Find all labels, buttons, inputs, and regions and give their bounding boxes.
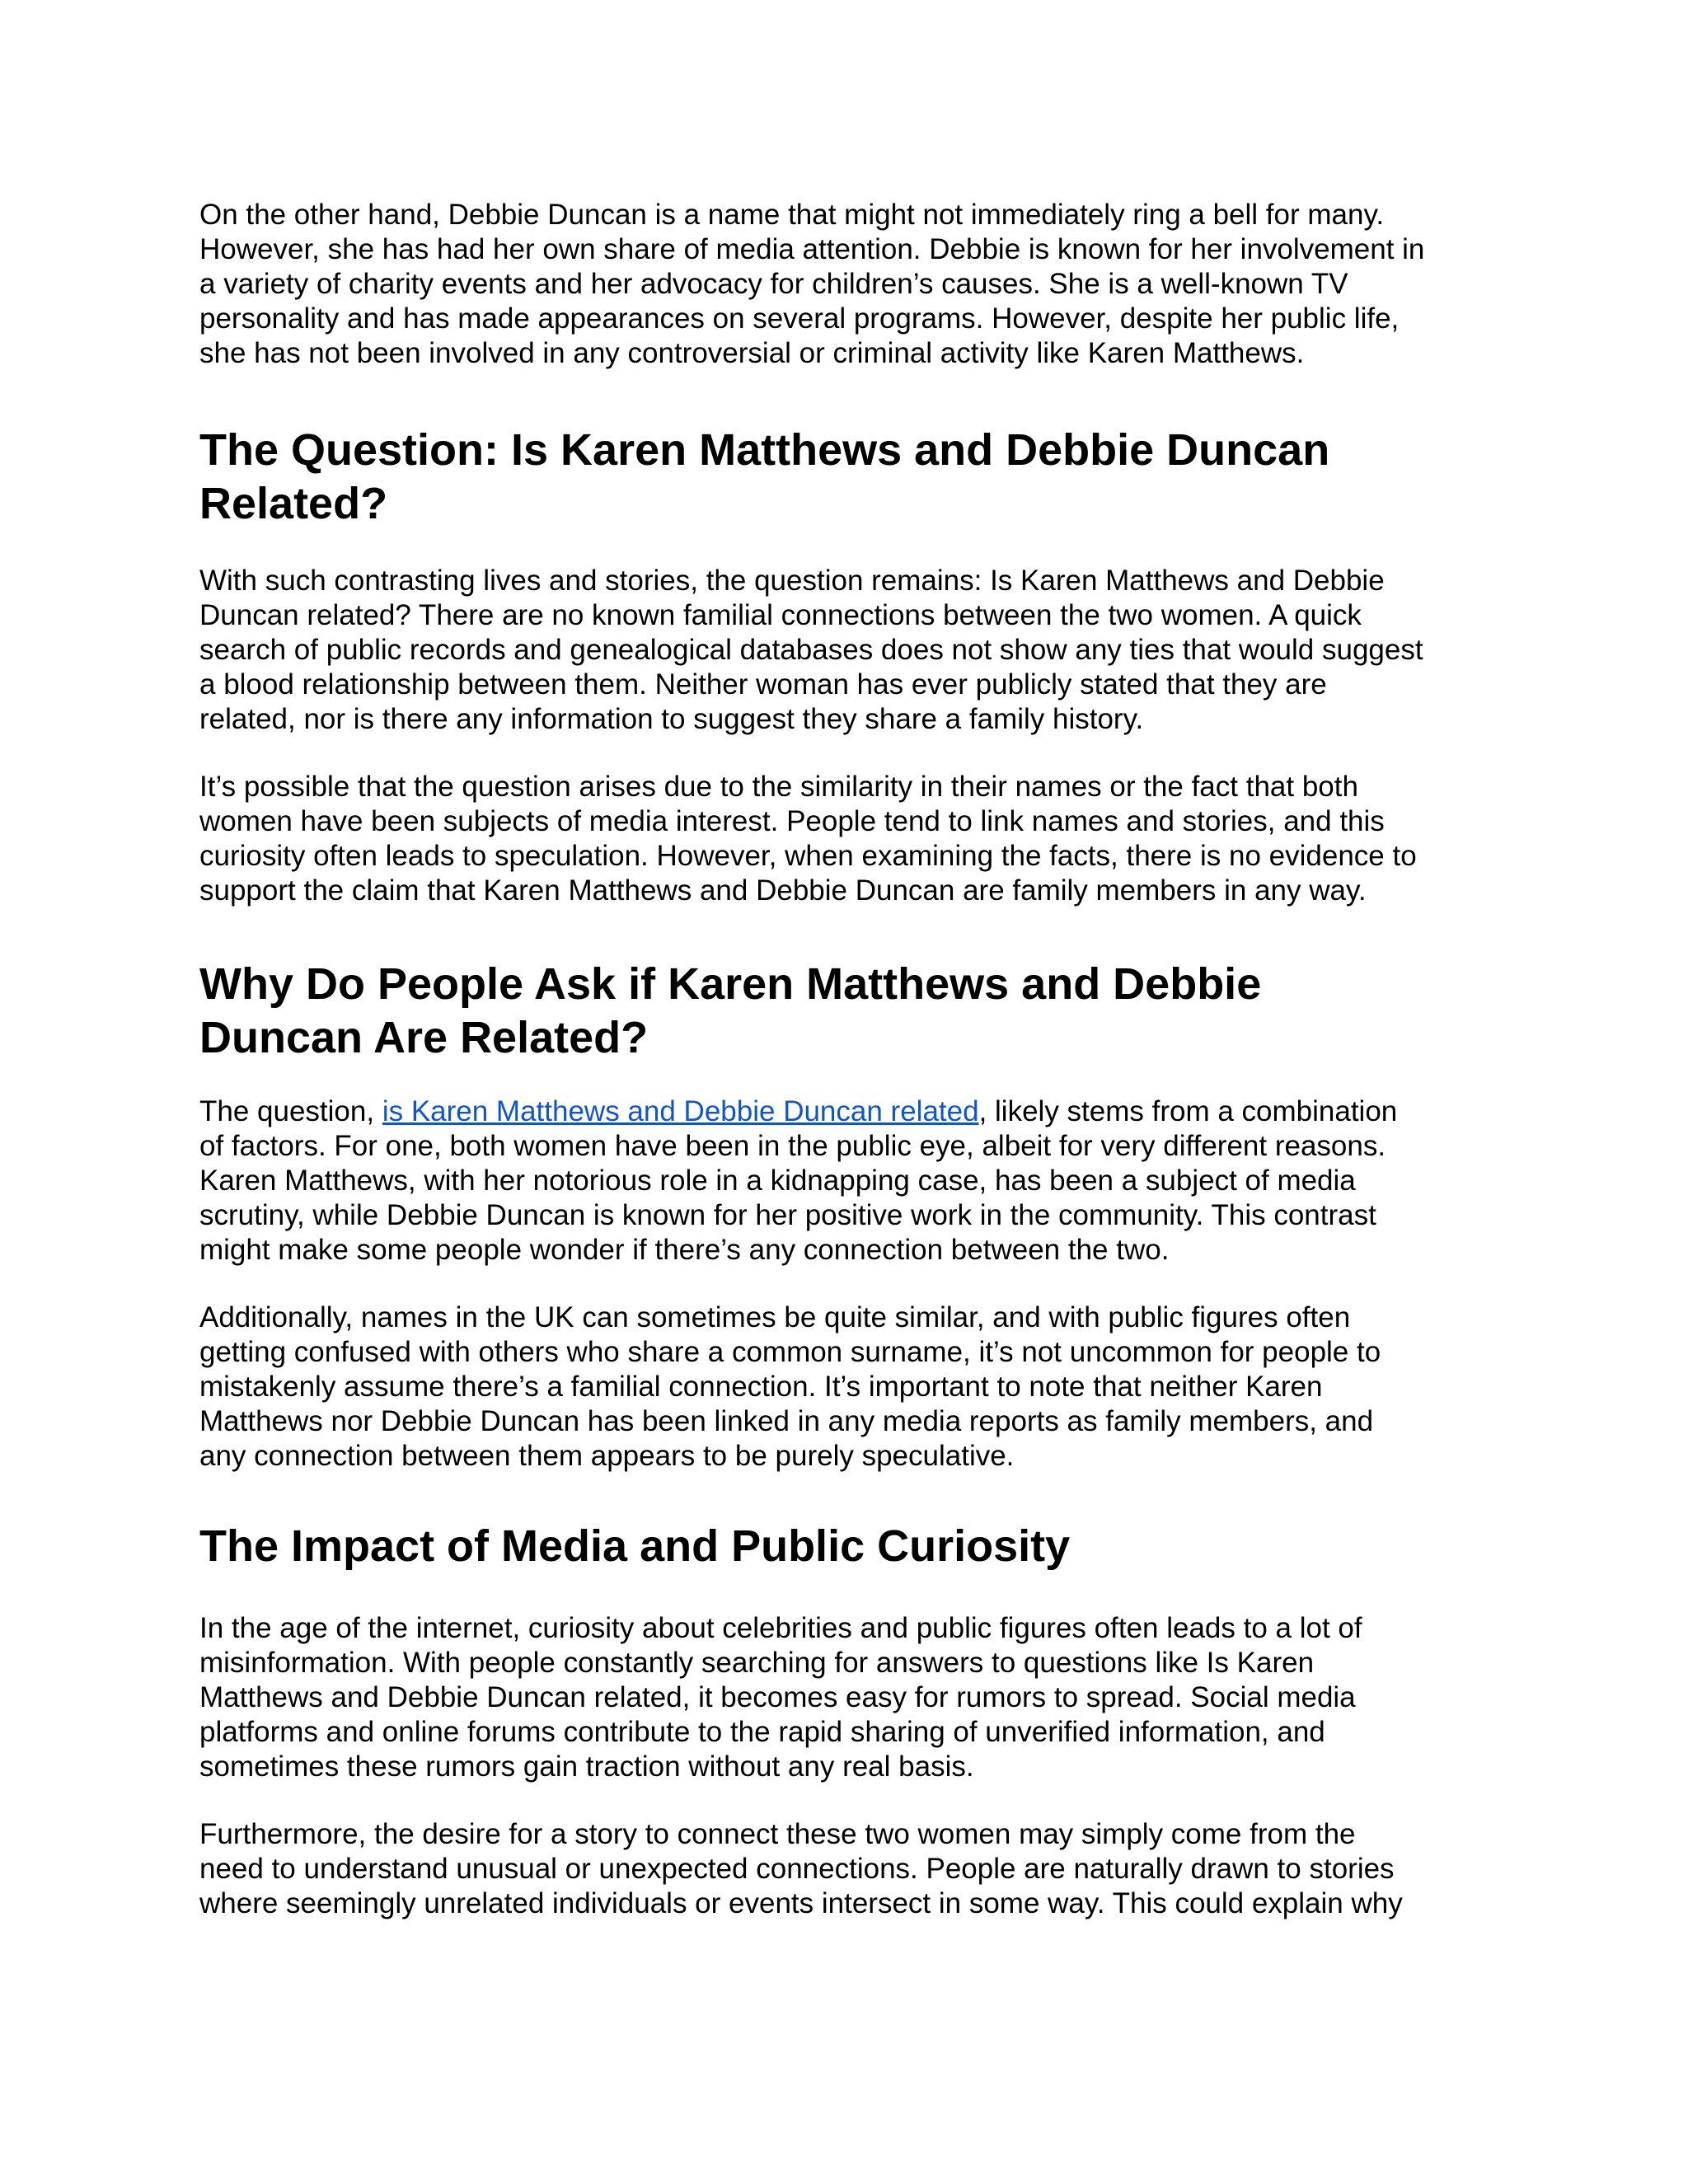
paragraph-debbie-intro: On the other hand, Debbie Duncan is a name that might not immediately ring a bell for many. However, she has had her own share of media attention. Debbie is known for her involvement in a variety of charity events and her advocacy for children’s causes. She is a well-known TV personality and has made appearances on several programs. However, despite her public life, she has not been involved in any controversial or criminal activity like Karen Matthews.	[199, 199, 1425, 369]
paragraph-text-before-link: The question,	[199, 1095, 382, 1127]
document-content	[199, 198, 1518, 1921]
paragraph-combination-of-factors	[199, 1094, 1518, 1268]
heading-the-question: The Question: Is Karen Matthews and Debbie Duncan Related?	[199, 425, 1330, 528]
related-article-link[interactable]: is Karen Matthews and Debbie Duncan related	[382, 1095, 979, 1127]
paragraph-text-after-link: , likely stems from a combination of factors. For one, both women have been in the public eye, albeit for very different reasons. Karen Matthews, with her notorious role in a kidnapping case, has been a subject of media scrutiny, while Debbie Duncan is known for her positive work in the community. This contrast might make some people wonder if there’s any connection between the two.	[199, 1095, 1398, 1266]
paragraph-uk-names-similar: Additionally, names in the UK can sometimes be quite similar, and with public figures often getting confused with others who share a common surname, it’s not uncommon for people to mistakenly assume there’s a familial connection. It’s important to note that neither Karen Matthews nor Debbie Duncan has been linked in any media reports as family members, and any connection between them appears to be purely speculative.	[199, 1301, 1381, 1472]
heading-why-people-ask: Why Do People Ask if Karen Matthews and Debbie Duncan Are Related?	[199, 959, 1262, 1062]
paragraph-internet-misinformation: In the age of the internet, curiosity about celebrities and public figures often leads to a lot of misinformation. With people constantly searching for answers to questions like Is Karen Matthews and Debbie Duncan related, it becomes easy for rumors to spread. Social media platforms and online forums contribute to the rapid sharing of unverified information, and sometimes these rumors gain traction without any real basis.	[199, 1612, 1362, 1783]
paragraph-no-known-connection: With such contrasting lives and stories, the question remains: Is Karen Matthews and Debbie Duncan related? There are no known familial connections between the two women. A quick search of public records and genealogical databases does not show any ties that would suggest a blood relationship between them. Neither woman has ever publicly stated that they are related, nor is there any information to suggest they share a family history.	[199, 565, 1423, 735]
heading-impact-of-media: The Impact of Media and Public Curiosity	[199, 1521, 1071, 1571]
paragraph-similarity-in-names: It’s possible that the question arises due to the similarity in their names or the fact that both women have been subjects of media interest. People tend to link names and stories, and this curiosity often leads to speculation. However, when examining the facts, there is no evidence to support the claim that Karen Matthews and Debbie Duncan are family members in any way.	[199, 771, 1417, 907]
paragraph-desire-for-story: Furthermore, the desire for a story to connect these two women may simply come from the need to understand unusual or unexpected connections. People are naturally drawn to stories where seemingly unrelated individuals or events intersect in some way. This could explain why	[199, 1818, 1403, 1919]
